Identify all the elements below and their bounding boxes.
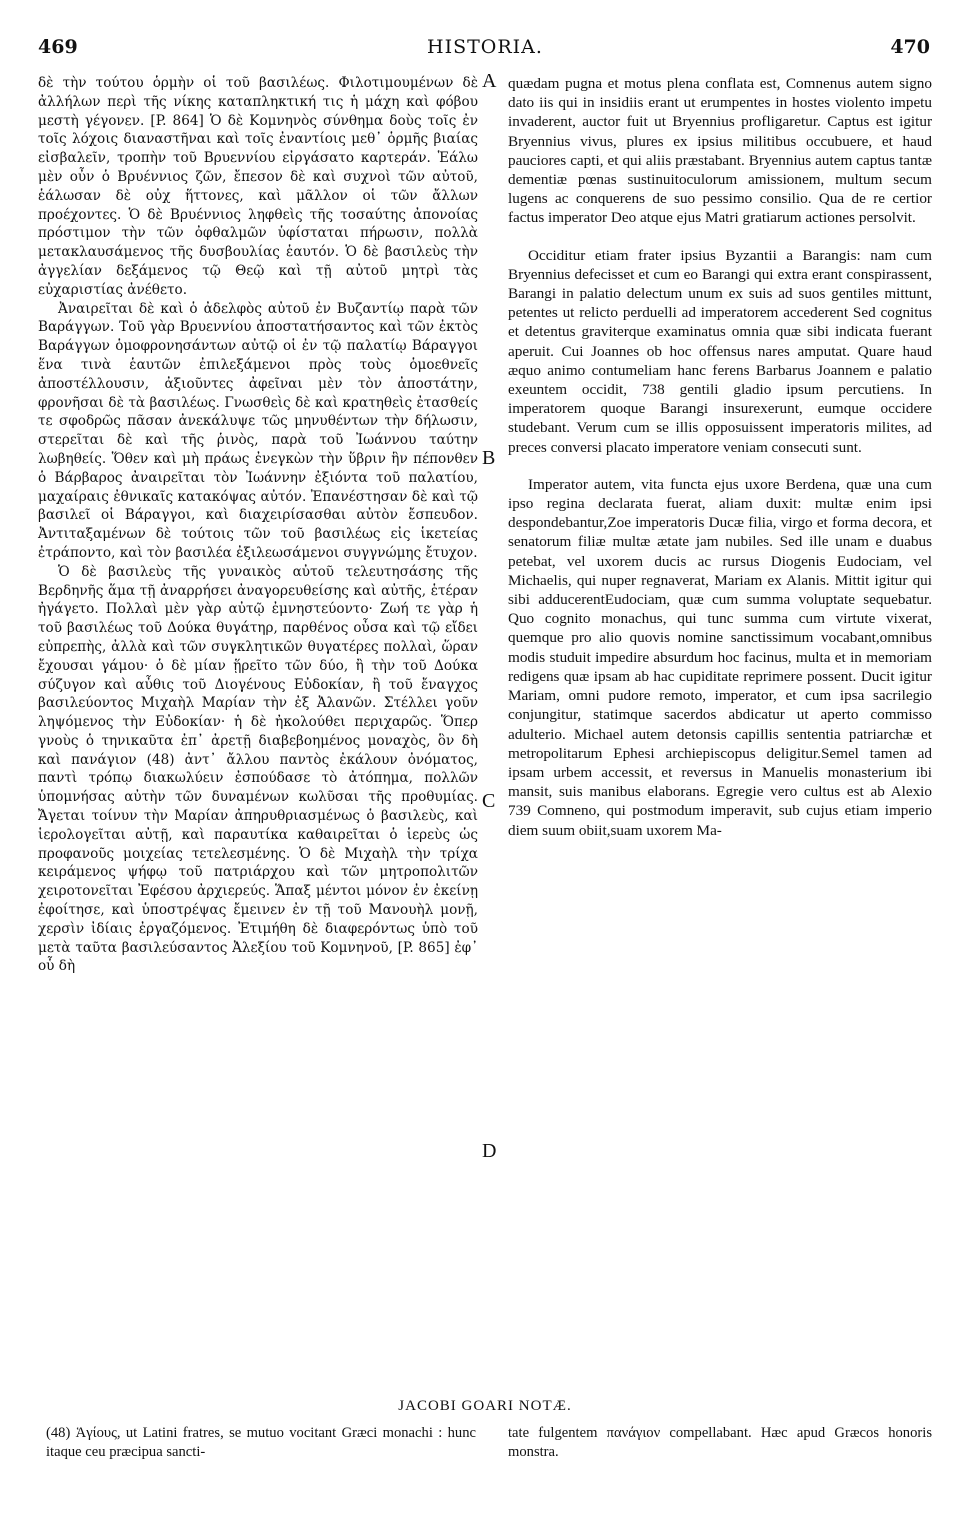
greek-paragraph-2: Ἀναιρεῖται δὲ καὶ ὁ ἀδελφὸς αὐτοῦ ἐν Βυζαντίῳ παρὰ τῶν Βαράγγων. Τοῦ γὰρ Βρυεννίου ἀποστατήσαντος καὶ τῶν ἐκτὸς Βαράγγων ὁμοφρονησάντων αὐτῷ οἱ ἐν τῷ παλατίῳ Βάραγγοι ἕνα τινὰ ἑαυτῶν ἐπιλεξάμενοι πρὸς τοὺς ὁμοεθνεῖς ἀποστέλλουσιν, ἀξιοῦντες ἀφεῖναι μὲν τὸν ἀποστάτην, φρονῆσαι δὲ τὰ βασιλέως. Γνωσθεὶς δὲ καὶ κρατηθεὶς ἐτασθείς τε σφοδρῶς πᾶσαν ἀνεκάλυψε τῶς μηνυθέντων τὴν δήλωσιν, στερεῖται δὲ καὶ τῆς ῥινὸς, παρὰ τοῦ Ἰωάννου ταύτην λωβηθείς. Ὅθεν καὶ μὴ πράως ἐνεγκὼν τὴν ὕβριν ἣν πέπονθεν ὁ Βάρβαρος ἀναιρεῖται τὸν Ἰωάννην ἐξιόντα τοῦ παλατίου, μαχαίραις ἐθνικαῖς κατακόψας αὐτόν. Ἐπανέστησαν δὲ καὶ τῷ βασιλεῖ οἱ Βάραγγοι, καὶ διαχειρίσασθαι αὐτὸν ἔσπευδον. Ἀντιταξαμένων δὲ τούτοις τῶν τοῦ βασιλέως εἰς ἱκετείας ἐτράποντο, καὶ τὸν βασιλέα ἐξιλεωσάμενοι συγγνώμης ἔτυχον. [38,300,478,561]
note-left: (48) Ἁγίους, ut Latini fratres, se mutuo vocitant Græci monachi : hunc itaque ceu præcipua sancti- [46,1425,476,1460]
greek-paragraph-1: δὲ τὴν τούτου ὁρμὴν οἱ τοῦ βασιλέως. Φιλοτιμουμένων δὲ ἀλλήλων περὶ τῆς νίκης καταπληκτική τις ἡ μάχη καὶ φόβου μεστὴ γέγονεν. [P. 864] Ὁ δὲ Κομνηνὸς σύνθημα δοὺς τοῖς ἐν τοῖς λόχοις διαναστῆναι καὶ τοῖς ἐναντίοις μεθ᾽ ὁρμῆς βιαίας εἰσβαλεῖν, τροπὴν τοῦ Βρυεννίου εἰργάσατο καρτεράν. Ἑάλω μὲν οὖν ὁ Βρυέννιος ζῶν, ἔπεσον δὲ καὶ συχνοὶ τῶν αὐτοῦ, ἑάλωσαν δὲ οὐχ ἥττονες, καὶ μᾶλλον οἱ τῶν ἄλλων προέχοντες. Ὁ δὲ Βρυέννιος ληφθεὶς τῆς τοσαύτης ἀπονοίας πρόστιμον τὴν τῶν ὀφθαλμῶν ὑφίσταται πήρωσιν, πολλὰ μετακλαυσάμενος τῆς δυσβουλίας ἑαυτόν. Ὁ δὲ βασιλεὺς τὴν ἀγγελίαν δεξάμενος τῷ Θεῷ καὶ τῇ αὐτοῦ μητρὶ τὰς εὐχαριστίας ἀνέθετο. [38,75,478,298]
section-letter-b: B [482,447,496,469]
notes-title: JACOBI GOARI NOTÆ. [398,1398,572,1414]
section-letter-d: D [482,1140,497,1162]
latin-paragraph-2: Occiditur etiam frater ipsius Byzantii a Barangis: nam cum Bryennius defecisset et cum eo Barangi qui extra erant conspirassent, Barangi in palatio delectum unum ex suis ad suos gentiles mittunt, petentes ut relicto perduelli ad imperatorem accederent Sed cognitus et detentus graviterque examinatus omnia quæ sibi indicata fuerant aperuit. Cui Joannes ob hoc offensus nares amputat. Quare haud æquo animo contumeliam hanc ferens Barbarus Joannem e palatio exeuntem occidit, 738 gentili gladio ipsum percutiens. In imperatorem quoque Barangi insurexerunt, eumque occidere studebant. Verum cum se illis opposuissent imperatoris milites, ad preces conversi placato imperatore veniam consecuti sunt. [508,246,932,456]
right-page-number: 470 [890,36,930,58]
note-right: tate fulgentem πανάγιον compellabant. Hæc apud Græcos honoris monstra. [508,1425,932,1460]
greek-column [38,74,478,976]
section-letter-c: C [482,790,496,812]
latin-column [508,74,932,840]
latin-paragraph-1: quædam pugna et motus plena conflata est, Comnenus autem signo dato iis qui in insidiis erant ut erumpentes in hostes violento impetu invaderent, auctor fuit ut Bryennius profligaretur. Captus est igitur Bryennius vivus, plures ex ipsius militibus occubuere, et haud pauciores capti, et qui aliis præstabant. Bryennius autem captus tantæ dementiæ pœnas sustinuitoculorum amissionem, multum secum lugens ac conquerens de suo pessimo consilio. Qua de re certior factus imperator Deo atque ejus Matri gratiarum actiones persolvit. [508,75,932,227]
latin-paragraph-3: Imperator autem, vita functa ejus uxore Berdena, quæ una cum ipso regina declarata fuerat, aliam duxit: multæ enim ipsi despondebantur,Zoe imperatoris Ducæ filia, virgo et forma decora, et senatorum filiæ multæ ætate jam nubiles. Sed ille unam e duabus petebat, vel uxorem ducis ac rursus Diogenis Eudociam, vel Michaelis, qui nuper regnaverat, Mariam ex Alanis. Mittit igitur qui sibi adducerentEudociam, quæ cum summa voluptate sequebatur. Quo cognito monachus, qui tunc summa cum virtute vixerat, quemque pro alio quovis nomine sanctissimum vocabant,omnibus modis studuit impedire absurdum hoc facinus, multa et in memoriam redigens quæ ipsam ab hac cupiditate reprimere possent. Ducit igitur Mariam, omni pudore remoto, imperator, et cum ipsa sacrilegio conjungitur, statimque sacerdos abdicatur ut aperto commisso adulterio. Michael autem detonsis capillis sententia patriarchæ et metropolitarum Ephesi archiepiscopus deligitur.Semel tamen ad ipsam urbem accessit, et reversus in Manuelis monasterium ibi mansit, suis manibus elaborans. Egregie vero cultus est ab Alexio 739 Comneno, qui postmodum imperavit, sub cujus etiam imperio diem suum obiit,suam uxorem Ma- [508,475,932,839]
left-page-number: 469 [38,36,78,58]
page-header [0,36,970,66]
section-letter-a: A [482,70,497,92]
running-title: HISTORIA. [427,36,543,58]
greek-paragraph-3: Ὁ δὲ βασιλεὺς τῆς γυναικὸς αὐτοῦ τελευτησάσης τῆς Βερδηνῆς ἅμα τῇ ἀναρρήσει ἀναγορευθείσης καὶ αὐτῆς, ἑτέραν ἠγάγετο. Πολλαὶ μὲν γὰρ αὐτῷ ἐμνηστεύοντο· Ζωή τε γὰρ ἡ τοῦ βασιλέως τοῦ Δούκα θυγάτηρ, παρθένος οὖσα καὶ τῷ εἴδει εὐπρεπὴς, ἀλλὰ καὶ τῶν συγκλητικῶν θυγατέρες πολλαὶ, ὥραν ἔχουσαι γάμου· ὁ δὲ μίαν ᾕρεῖτο τῶν δύο, ἢ τὴν τοῦ Δούκα σύζυγον καὶ αὖθις τοῦ Διογένους Εὐδοκίαν, ἢ τοῦ ἔναγχος βασιλεύοντος Μιχαὴλ Μαρίαν τὴν ἐξ Ἀλανῶν. Στέλλει γοῦν ληψόμενος τὴν Εὐδοκίαν· ἡ δὲ ἠκολούθει περιχαρῶς. Ὅπερ γνοὺς ὁ τηνικαῦτα ἐπ᾽ ἀρετῇ διαβεβοημένος μοναχὸς, ὃν δὴ καὶ πανάγιον (48) ἀντ᾽ ἄλλου παντὸς ἐκάλουν ὀνόματος, παντὶ τρόπῳ διακωλύειν ἐσπούδασε τὸ ἀτόπημα, πολλῶν ὑπομνήσας αὐτὴν τῶν δυναμένων κωλῦσαι τῆς προθυμίας. Ἄγεται τοίνυν τὴν Μαρίαν ἀπηρυθριασμένως ὁ βασιλεὺς, καὶ ἱερολογεῖται αὐτῇ, καὶ παραυτίκα καθαιρεῖται ὁ ἱερεὺς ὡς προφανοῦς μοιχείας τετελεσμένης. Ὁ δὲ Μιχαὴλ τὴν τρίχα κειράμενος ψήφῳ τοῦ πατριάρχου καὶ τῶν μητροπολιτῶν χειροτονεῖται Ἐφέσου ἀρχιερεύς. Ἅπαξ μέντοι μόνον ἐν ἐκείνῃ ἐφοίτησε, καὶ ὑποστρέψας ἔμεινεν ἐν τῇ τοῦ Μανουὴλ μονῇ, χερσὶν ἰδίαις ἐργαζόμενος. Ἐτιμήθη δὲ διαφερόντως ὑπὸ τοῦ μετὰ ταῦτα βασιλεύσαντος Ἀλεξίου τοῦ Κομνηνοῦ, [P. 865] ἐφ᾽ οὗ δὴ [38,563,478,975]
